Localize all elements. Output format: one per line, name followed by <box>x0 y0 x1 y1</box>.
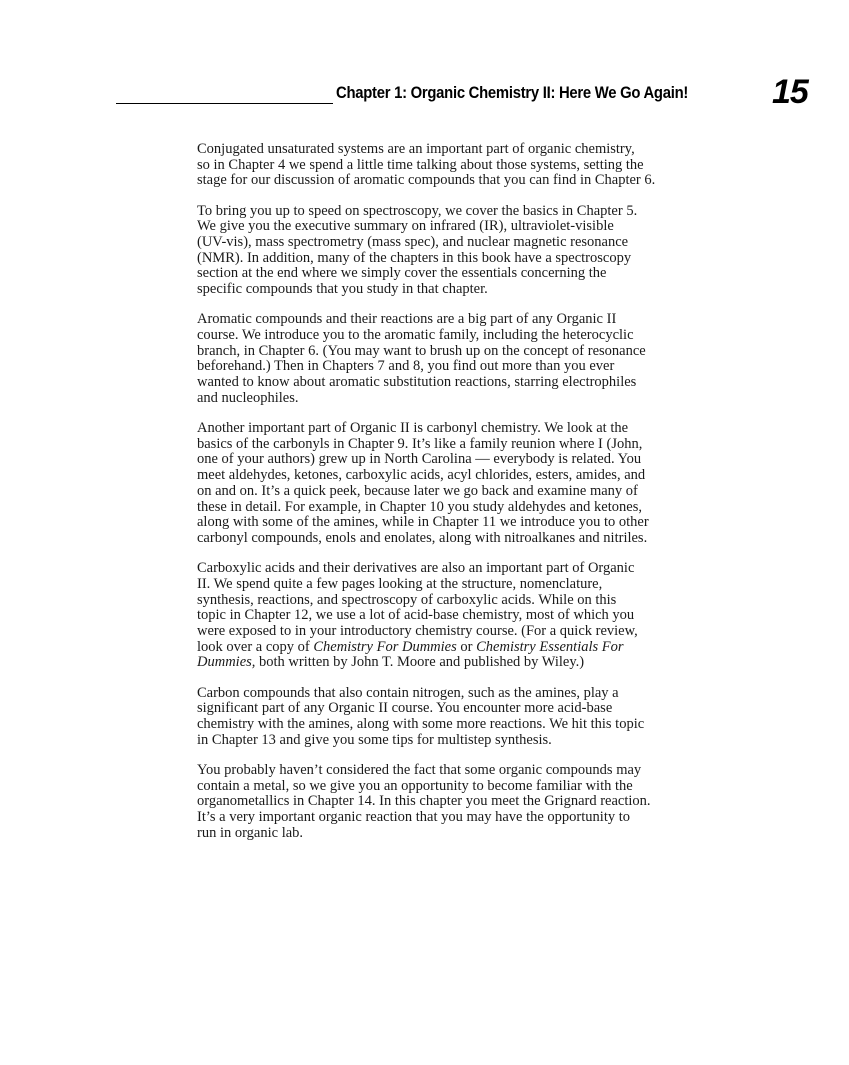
header-rule <box>116 103 333 104</box>
paragraph-conjugated-systems: Conjugated unsaturated systems are an important part of organic chemistry, so in Chapter 4 we spend a little time talking about those systems, setting the stage for our discussion of aromatic compounds that you can find in Chapter 6. <box>197 141 656 189</box>
paragraph-spectroscopy: To bring you up to speed on spectroscopy, we cover the basics in Chapter 5. We give you the executive summary on infrared (IR), ultraviolet-visible (UV-vis), mass spectrometry (mass spec), and nuclear magnetic resonance (NMR). In addition, many of the chapters in this book have a spectroscopy section at the end where we simply cover the essentials concerning the specific compounds that you study in that chapter. <box>197 202 638 298</box>
paragraph-amines: Carbon compounds that also contain nitrogen, such as the amines, play a significant part of any Organic II course. You encounter more acid-base chemistry with the amines, along with some more reactions. We hit this topic in Chapter 13 and give you some tips for multistep synthesis. <box>197 684 645 748</box>
paragraph-text-segment: Carboxylic acids and their derivatives are also an important part of Organic II. We spend quite a few pages looking at the structure, nomenclature, synthesis, reactions, and spectroscopy of carboxylic acids. While on this topic in Chapter 12, we use a lot of acid-base chemistry, most of which you were exposed to in your introductory chemistry course. (For a quick review, look over a copy of <box>197 560 638 655</box>
page-number: 15 <box>772 73 808 111</box>
paragraph-carbonyl-chemistry: Another important part of Organic II is carbonyl chemistry. We look at the basics of the carbonyls in Chapter 9. It’s like a family reunion where I (John, one of your authors) grew up in North Carolina — everybody is related. You meet aldehydes, ketones, carboxylic acids, acyl chlorides, esters, amides, and on and on. It’s a quick peek, because later we go back and examine many of these in detail. For example, in Chapter 10 you study aldehydes and ketones, along with some of the amines, while in Chapter 11 we introduce you to other carbonyl compounds, enols and enolates, along with nitroalkanes and nitriles. <box>197 420 649 546</box>
paragraph-aromatic-compounds: Aromatic compounds and their reactions are a big part of any Organic II course. We introduce you to the aromatic family, including the heterocyclic branch, in Chapter 6. (You may want to brush up on the concept of resonance beforehand.) Then in Chapters 7 and 8, you find out more than you ever wanted to know about aromatic substitution reactions, starring electrophiles and nucleophiles. <box>197 311 646 406</box>
book-title-chemistry-essentials-for-dummies: Chemistry Essentials For Dummies, <box>197 638 624 671</box>
running-header-title: Chapter 1: Organic Chemistry II: Here We Go Again! <box>336 84 689 102</box>
book-title-chemistry-for-dummies: Chemistry For Dummies <box>313 638 457 655</box>
paragraph-carboxylic-acids <box>197 561 742 671</box>
body-text <box>197 142 742 856</box>
paragraph-organometallics: You probably haven’t considered the fact that some organic compounds may contain a metal, so we give you an opportunity to become familiar with the organometallics in Chapter 14. In this chapter you meet the Grignard reaction. It’s a very important organic reaction that you may have the opportunity to run in organic lab. <box>197 761 651 841</box>
paragraph-text-segment: both written by John T. Moore and published by Wiley.) <box>255 654 585 671</box>
paragraph-text-segment: or <box>456 638 477 655</box>
